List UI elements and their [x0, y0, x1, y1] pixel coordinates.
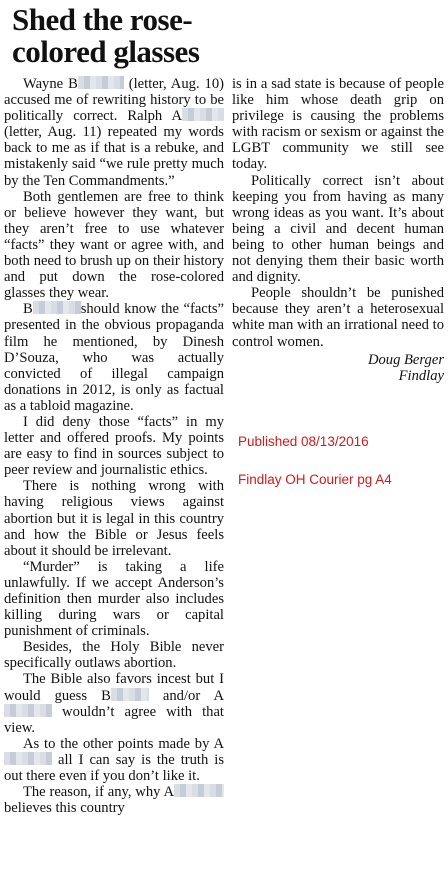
- paragraph: Politically correct isn’t about keeping you from having as many wrong ideas as you want. It’s about being a civil and decent human being to other human beings and not denying them their basic worth and dignity.: [232, 172, 444, 286]
- signature-city: Findlay: [398, 367, 444, 384]
- redaction-box: [33, 301, 81, 314]
- text-run: The Bible also favors incest but I would guess B: [4, 671, 224, 704]
- text-run: (letter, Aug. 11) repeated my words back to me as if that is a rebuke, and mistakenly said “we rule pretty much by the Ten Commandments.”: [4, 124, 224, 189]
- headline: [12, 4, 242, 68]
- letter-column-left: [4, 76, 224, 882]
- headline-line-1: Shed the rose-: [12, 2, 193, 37]
- paragraph: [4, 76, 224, 189]
- text-run: all I can say is the truth is out there even if you don’t like it.: [4, 751, 224, 785]
- redaction-box: [4, 704, 52, 717]
- paragraph: Besides, the Holy Bible never specifically outlaws abortion.: [4, 639, 224, 672]
- text-run: The reason, if any, why A: [22, 784, 174, 801]
- source-annotation: Findlay OH Courier pg A4: [238, 472, 392, 487]
- text-run: wouldn’t agree with that view.: [4, 703, 224, 736]
- headline-line-2: colored glasses: [12, 34, 200, 69]
- redaction-box: [4, 752, 52, 765]
- redaction-box: [78, 76, 124, 89]
- text-run: Wayne B: [22, 76, 78, 92]
- paragraph: Both gentlemen are free to think or believe however they want, but they aren’t free to use whatever “facts” they want or agree with, and both need to brush up on their history and put down the rose-colored glasses they wear.: [4, 188, 224, 302]
- redaction-box: [111, 688, 149, 701]
- paragraph: “Murder” is taking a life unlawfully. If we accept Anderson’s definition then murder also includes killing during wars or capital punishment of criminals.: [4, 558, 224, 640]
- paragraph: [4, 784, 224, 816]
- text-run: As to the other points made by A: [22, 735, 224, 752]
- paragraph: [4, 671, 224, 735]
- signature-name: Doug Berger: [367, 351, 444, 368]
- signature: [232, 352, 444, 384]
- paragraph: I did deny those “facts” in my letter and offered proofs. My points are easy to find in sources subject to peer review and journalistic ethics.: [4, 413, 224, 479]
- text-run: and/or A: [148, 687, 224, 704]
- paragraph: [4, 301, 224, 414]
- redaction-box: [174, 784, 224, 797]
- paragraph: [4, 736, 224, 784]
- text-run: (letter, Aug. 10) accused me of rewriting history to be politically correct. Ralph A: [4, 76, 224, 125]
- paragraph: There is nothing wrong with having religious views against abortion but it is legal in this country and how the Bible or Jesus feels about it should be irrelevant.: [4, 478, 224, 559]
- text-run: believes this country: [4, 800, 125, 817]
- letter-column-right: [232, 76, 444, 384]
- text-run: should know the “facts” presented in the obvious propaganda film he mentioned, by Dinesh D’Souza, who was actually convicted of illegal campaign donations in 2012, is only as factual as a tabloid magazine.: [4, 301, 224, 414]
- text-run: B: [22, 301, 33, 318]
- redaction-box: [182, 108, 224, 121]
- paragraph: People shouldn’t be punished because they aren’t a heterosexual white man with an irrational need to control women.: [232, 285, 444, 350]
- published-date-annotation: Published 08/13/2016: [238, 434, 369, 449]
- paragraph: is in a sad state is because of people like him whose death grip on privilege is causing the problems with racism or sexism or against the LGBT community we still see today.: [232, 76, 444, 173]
